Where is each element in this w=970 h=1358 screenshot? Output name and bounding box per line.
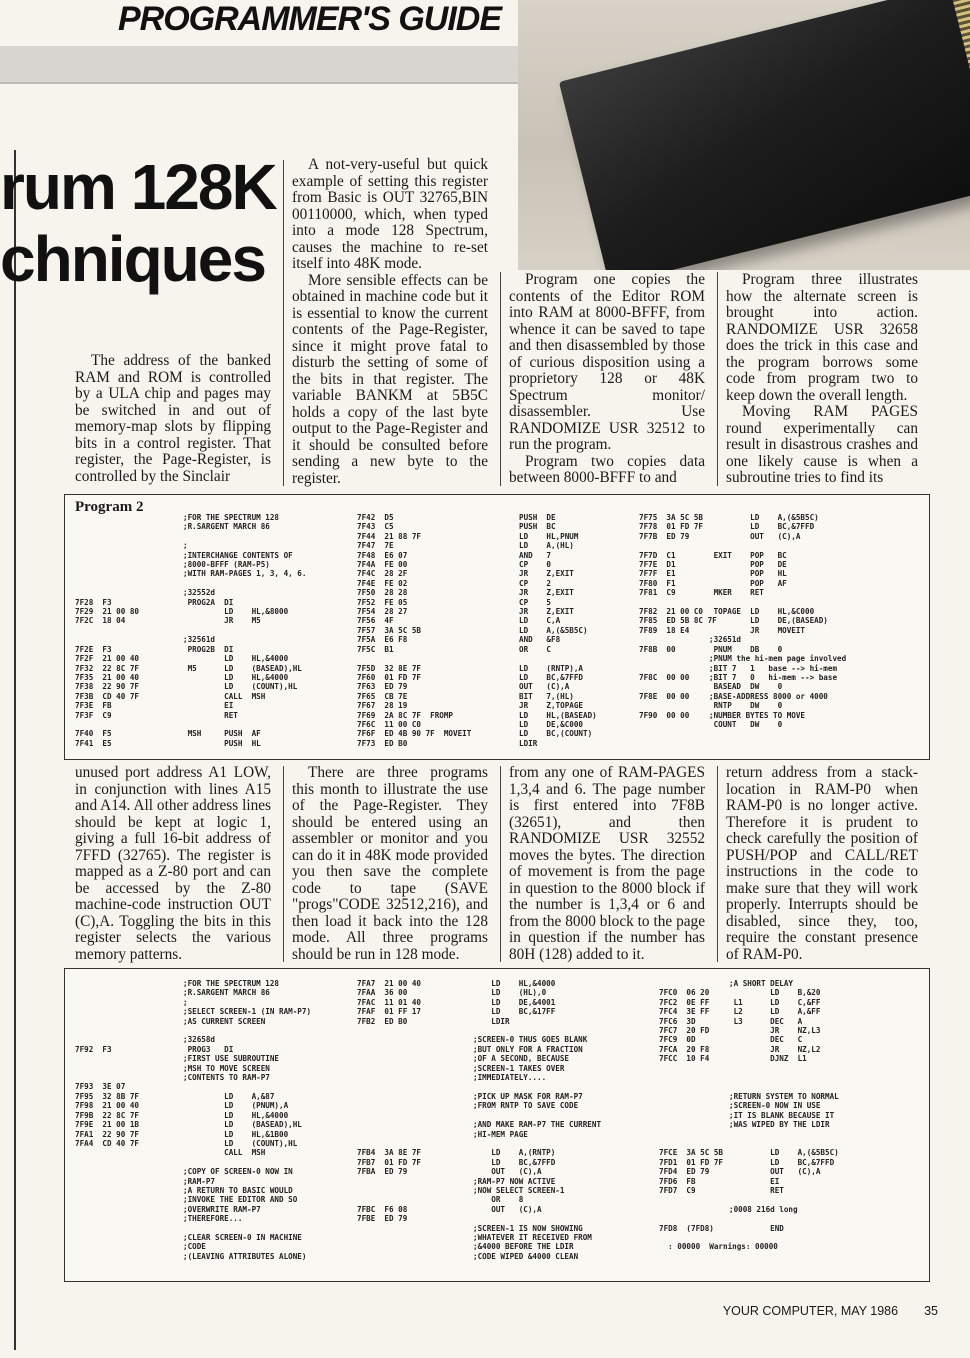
column-rule [500, 272, 501, 486]
page-footer [697, 1304, 938, 1318]
article-title-line2: chniques [0, 223, 265, 295]
paragraph: Moving RAM PAGES round experimentally can result in disastrous crashes and one likely cause is when a subroutine tries to find its [726, 403, 918, 486]
column-rule [500, 766, 501, 962]
circuit-board-image [559, 0, 970, 270]
column-rule [283, 766, 284, 962]
code-source: ;FOR THE SPECTRUM 128 ;R.SARGENT MARCH 86 ; ;SELECT SCREEN-1 (IN RAM-P7) ;AS CURRENT SCREEN ;32658d PROG3 DI ;FIRST USE SUBROUTINE ;MSH TO MOVE SCREEN ;CONTENTS TO RAM-P7 LD A,&87 LD (PNUM),A LD HL,&4000 LD (BASEAD),HL LD HL,&1B00 LD (COUNT),HL CALL MSH ;COPY OF SCREEN-0 NOW IN ;RAM-P7 ;A RETURN TO BASIC WOULD ;INVOKE THE EDITOR AND SO ;OVERWRITE RAM-P7 ;THEREFORE... ;CLEAR SCREEN-0 IN MACHINE ;CODE ;(LEAVING ATTRIBUTES ALONE) [183, 979, 312, 1261]
code-addresses: 7F42 D5 7F43 C5 7F44 21 88 7F 7F47 7E 7F48 E6 07 7F4A FE 00 7F4C 28 2F 7F4E FE 02 7F50 28 28 7F52 FE 05 7F54 28 27 7F56 4F 7F57 3A 5C 5B 7F5A E6 F8 7F5C B1 7F5D 32 8E 7F 7F60 01 FD 7F 7F63 ED 79 7F65 CB 7E 7F67 28 19 7F69 2A 8C 7F FROMP 7F6C 11 00 C0 7F6F ED 4B 90 7F MOVEIT 7F73 ED B0 [357, 513, 472, 748]
paragraph: The address of the banked RAM and ROM is controlled by a ULA chip and pages may be switched in and out of memory-map slots by flipping bits in a control register. That register, the Page-Register, is controlled by the Sinclair [75, 352, 271, 485]
body-top-col4 [726, 272, 918, 487]
page-number: 35 [924, 1304, 938, 1318]
paragraph: from any one of RAM-PAGES 1,3,4 and 6. The page number is first entered into 7F8B (32651), and then RANDOMIZE USR 32552 moves the bytes. The direction of movement is from the page in question to the 8000 block if the number is 1,3,4 or 6 and from the 8000 block to the page in question if the number has 80H (128) added to it. [509, 764, 705, 963]
program2-listing-box [64, 494, 930, 760]
program3-listing-box [64, 968, 930, 1282]
header-rule [0, 82, 520, 84]
code-source: PUSH DE PUSH BC LD HL,PNUM LD A,(HL) AND 7 CP 0 JR Z,EXIT CP 2 JR Z,EXIT CP 5 JR Z,EXIT LD C,A LD A,(&5B5C) AND &F8 OR C LD (RNTP),A LD BC,&7FFD OUT (C),A BIT 7,(HL) JR Z,TOPAGE LD HL,(BASEAD) LD DE,&C000 LD BC,(COUNT) LDIR [519, 513, 597, 748]
column-rule [717, 272, 718, 486]
code-addresses: 7FA7 21 00 40 7FAA 36 00 7FAC 11 01 40 7FAF 01 FF 17 7FB2 ED B0 7FB4 3A 8E 7F 7FB7 01 FD 7F 7FBA ED 79 7FBC F6 08 7FBE ED 79 [357, 979, 422, 1224]
program2-label: Program 2 [75, 499, 144, 515]
body-mid-col2 [292, 765, 488, 963]
code-source: ;FOR THE SPECTRUM 128 ;R.SARGENT MARCH 86 ; ;INTERCHANGE CONTENTS OF ;8000-BFFF (RAM-P5) ;WITH RAM-PAGES 1, 3, 4, 6. ;32552d PROG2A DI LD HL,&8000 JR M5 ;32561d PROG2B DI LD HL,&4000 M5 LD (BASEAD),HL LD HL,&4000 LD (COUNT),HL CALL MSH EI RET MSH PUSH AF PUSH HL [183, 513, 307, 748]
section-header: PROGRAMMER'S GUIDE [118, 0, 501, 38]
paragraph: return address from a stack-location in RAM-P0 when RAM-P0 is no longer active. Therefore it is prudent to check carefully the position of PUSH/POP and CALL/RET instructions in the code to make sure that they will work properly. Interrupts should be disabled, since they, too, require the constant presence of RAM-P0. [726, 764, 918, 963]
body-top-col2 [292, 157, 488, 487]
paragraph: A not-very-useful but quick example of setting this register from Basic is OUT 32765,BIN 00110000, which, when typed into a mode 128 Spectrum, causes the machine to re-set itself into 48K mode. [292, 156, 488, 272]
paragraph: Program one copies the contents of the Editor ROM into RAM at 8000-BFFF, from whence it can be saved to tape and then disassembled by those of curious disposition using a proprietory 128 or 48K Spectrum monitor/ disassembler. Use RANDOMIZE USR 32512 to run the program. [509, 271, 705, 453]
paragraph: unused port address A1 LOW, in conjunction with lines A15 and A14. All other address lines should be kept at logic 1, giving a full 16-bit address of 7FFD (32765). The register is mapped as a Z-80 port and can be accessed by the Z-80 machine-code instruction OUT (C),A. Toggling the bits in this register selects the various memory patterns. [75, 764, 271, 963]
code-addresses: 7F92 F3 7F93 3E 07 7F95 32 8B 7F 7F98 21 00 40 7F9B 22 8C 7F 7F9E 21 00 1B 7FA1 22 90 7F 7FA4 CD 40 7F [75, 1044, 140, 1148]
body-mid-col3 [509, 765, 705, 963]
page-margin-rule [14, 150, 16, 1350]
publication-name: YOUR COMPUTER, MAY 1986 [722, 1304, 899, 1318]
memory-board-photo [518, 0, 970, 270]
code-addresses: 7F75 3A 5C 5B 7F78 01 FD 7F 7F7B ED 79 7F7D C1 7F7E D1 7F7F E1 7F80 F1 7F81 C9 7F82 21 00 C0 7F85 ED 5B 8C 7F 7F89 18 E4 7F8B 00 7F8C 00 00 7F8E 00 00 7F90 00 00 [639, 513, 717, 720]
paragraph: More sensible effects can be obtained in machine code but it is essential to know the current contents of the Page-Register, since it might prove fatal to disturb the setting of some of the bits in that register. The variable BANKM at 5B5C holds a copy of the last byte output to the Page-Register and it should be consulted before sending a new byte to the register. [292, 271, 488, 487]
body-mid-col1 [75, 765, 271, 963]
header-band [0, 46, 520, 82]
body-top-col3 [509, 272, 705, 487]
code-source: LD A,(&5B5C) LD BC,&7FFD OUT (C),A EXIT POP BC POP DE POP HL POP AF MKER RET TOPAGE LD HL,&C000 LD DE,(BASEAD) JR MOVEIT ;32651d PNUM DB 0 ;PNUM the hi-mem page involved ;BIT 7 1 base --> hi-mem ;BIT 7 0 hi-mem --> base BASEAD DW 0 ;BASE-ADDRESS 8000 or 4000 RNTP DW 0 ;NUMBER BYTES TO MOVE COUNT DW 0 [709, 513, 847, 729]
code-source: LD HL,&4000 LD (HL),0 LD DE,&4001 LD BC,&17FF LDIR ;SCREEN-0 THUS GOES BLANK ;BUT ONLY FOR A FRACTION ;OF A SECOND, BECAUSE ;SCREEN-1 TAKES OVER ;IMMEDIATELY.... ;PICK UP MASK FOR RAM-P7 ;FROM RNTP TO SAVE CODE ;AND MAKE RAM-P7 THE CURRENT ;HI-MEM PAGE LD A,(RNTP) LD BC,&7FFD OUT (C),A ;RAM-P7 NOW ACTIVE ;NOW SELECT SCREEN-1 OR 8 OUT (C),A ;SCREEN-1 IS NOW SHOWING ;WHATEVER IT RECEIVED FROM ;&4000 BEFORE THE LDIR ;CODE WIPED &4000 CLEAN [473, 979, 602, 1261]
code-addresses: 7FC0 06 20 7FC2 0E FF 7FC4 3E FF 7FC6 3D 7FC7 20 FD 7FC9 0D 7FCA 20 F8 7FCC 10 F4 7FCE 3A 5C 5B 7FD1 01 FD 7F 7FD4 ED 79 7FD6 FB 7FD7 C9 7FD8 (7FD8) : 00000 Warnings: 00000 [659, 988, 778, 1252]
article-title-line1: rum 128K [0, 151, 276, 223]
paragraph: There are three programs this month to illustrate the use of the Page-Register. They should be entered using an assembler or monitor and you can do it in 48K mode provided you then save the complete code to tape (SAVE "progs"CODE 32512,216), and then load it back into the 128 mode. All three programs should be run in 128 mode. [292, 764, 488, 963]
column-rule [283, 160, 284, 486]
code-addresses: 7F28 F3 7F29 21 00 80 7F2C 18 04 7F2E F3 7F2F 21 00 40 7F32 22 8C 7F 7F35 21 00 40 7F38 22 90 7F 7F3B CD 40 7F 7F3E FB 7F3F C9 7F40 F5 7F41 E5 [75, 597, 140, 748]
paragraph: Program three illustrates how the alternate screen is brought into action. RANDOMIZE USR 32658 does the trick in this case and the program borrows some code from program two to keep down the overall length. [726, 271, 918, 404]
paragraph: Program two copies data between 8000-BFFF to and [509, 452, 705, 486]
body-top-col1 [75, 353, 271, 485]
column-rule [717, 766, 718, 962]
code-source: ;A SHORT DELAY LD B,&20 L1 LD C,&FF L2 LD A,&FF L3 DEC A JR NZ,L3 DEC C JR NZ,L2 DJNZ L1 ;RETURN SYSTEM TO NORMAL ;SCREEN-0 NOW IN USE ;IT IS BLANK BECAUSE IT ;WAS WIPED BY THE LDIR LD A,(&5B5C) LD BC,&7FFD OUT (C),A EI RET ;0008 216d long END [729, 979, 839, 1233]
body-mid-col4 [726, 765, 918, 963]
